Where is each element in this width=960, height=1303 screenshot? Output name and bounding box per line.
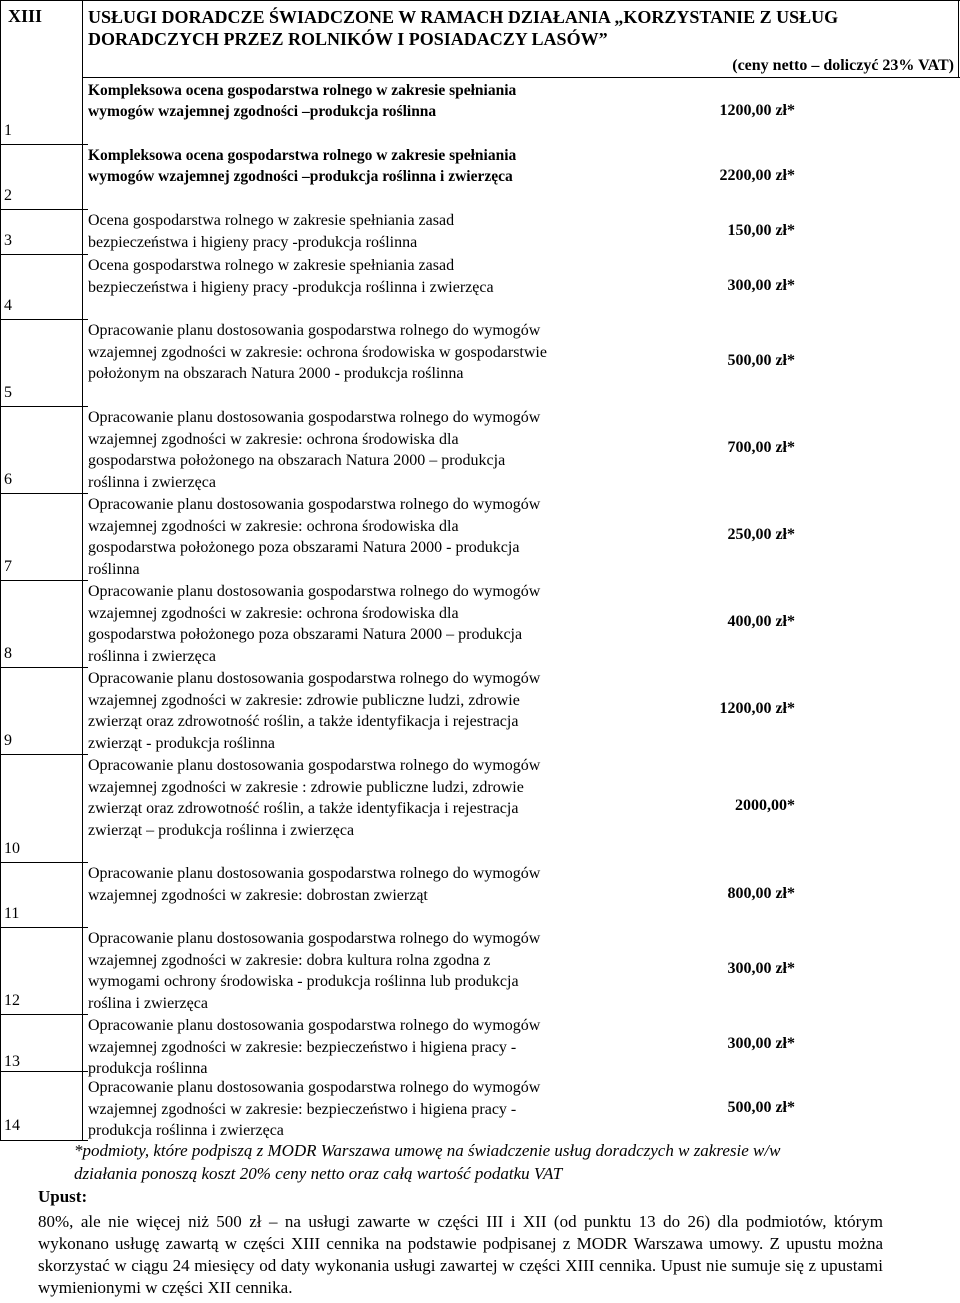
row-number: 7 (4, 558, 12, 575)
section-number: XIII (8, 6, 43, 26)
row-description: Ocena gospodarstwa rolnego w zakresie spełniania zasad bezpieczeństwa i higieny pracy -produkcja roślinna (88, 212, 455, 251)
row-number: 2 (4, 187, 12, 204)
table-row (0, 755, 960, 862)
table-row (0, 668, 960, 754)
table-row (0, 210, 960, 254)
row-number: 12 (4, 992, 20, 1009)
row-divider (0, 1071, 82, 1072)
row-description: Opracowanie planu dostosowania gospodarstwa rolnego do wymogów wzajemnej zgodności w zakresie: dobra kultura rolna zgodna z wymogami ochrony środowiska - produkcja roślinna lub produkcja roślina i zwierzęca (88, 930, 541, 1012)
row-description: Opracowanie planu dostosowania gospodarstwa rolnego do wymogów wzajemnej zgodności w zakresie: zdrowie publiczne ludzi, zdrowie zwierząt oraz zdrowotność roślin, a także identyfikacja i rejestracja zwierząt - produkcja roślinna (88, 670, 541, 752)
row-price: 2200,00 zł* (719, 167, 795, 184)
row-number: 14 (4, 1117, 20, 1134)
table-row (0, 80, 960, 144)
row-price: 250,00 zł* (727, 526, 795, 543)
row-price: 300,00 zł* (727, 277, 795, 294)
row-description: Opracowanie planu dostosowania gospodarstwa rolnego do wymogów wzajemnej zgodności w zakresie : zdrowie publiczne ludzi, zdrowie zwierząt oraz zdrowotność roślin, a także identyfikacja i rejestracja zwierząt – produkcja roślinna i zwierzęca (88, 757, 541, 839)
row-number: 9 (4, 732, 12, 749)
header-border-right (958, 0, 959, 78)
row-number: 5 (4, 384, 12, 401)
row-number: 3 (4, 232, 12, 249)
row-price: 700,00 zł* (727, 439, 795, 456)
row-price: 800,00 zł* (727, 885, 795, 902)
row-number: 10 (4, 840, 20, 857)
row-number: 6 (4, 471, 12, 488)
row-price: 2000,00* (735, 797, 795, 814)
row-price: 500,00 zł* (727, 1099, 795, 1116)
row-description: Opracowanie planu dostosowania gospodarstwa rolnego do wymogów wzajemnej zgodności w zakresie: ochrona środowiska dla gospodarstwa położonego poza obszarami Natura 2000 – produkcja roślinna i zwierzęca (88, 583, 541, 665)
row-divider (0, 1140, 82, 1141)
row-number: 1 (4, 122, 12, 139)
table-row (0, 581, 960, 667)
row-description: Kompleksowa ocena gospodarstwa rolnego w zakresie spełniania wymogów wzajemnej zgodności –produkcja roślinna i zwierzęca (88, 147, 517, 185)
row-number: 4 (4, 297, 12, 314)
row-price: 300,00 zł* (727, 960, 795, 977)
table-row (0, 407, 960, 493)
row-description: Opracowanie planu dostosowania gospodarstwa rolnego do wymogów wzajemnej zgodności w zakresie: bezpieczeństwo i higiena pracy - produkcja roślinna (88, 1017, 541, 1077)
footnote: *podmioty, które podpiszą z MODR Warszawa umowę na świadczenie usług doradczych w zakresie w/w działania ponoszą koszt 20% ceny netto oraz całą wartość podatku VAT (74, 1141, 781, 1183)
row-number: 13 (4, 1053, 20, 1070)
row-number: 11 (4, 905, 20, 922)
row-description: Opracowanie planu dostosowania gospodarstwa rolnego do wymogów wzajemnej zgodności w zakresie: ochrona środowiska w gospodarstwie położonym na obszarach Natura 2000 - produkcja roślinna (88, 322, 547, 382)
row-description: Kompleksowa ocena gospodarstwa rolnego w zakresie spełniania wymogów wzajemnej zgodności –produkcja roślinna (88, 82, 517, 120)
row-price: 150,00 zł* (727, 222, 795, 239)
table-row (0, 145, 960, 209)
row-description: Opracowanie planu dostosowania gospodarstwa rolnego do wymogów wzajemnej zgodności w zakresie: ochrona środowiska dla gospodarstwa położonego na obszarach Natura 2000 – produkcja roślinna i zwierzęca (88, 409, 541, 491)
table-row (0, 1077, 960, 1140)
discount-title: Upust: (38, 1187, 88, 1206)
row-price: 1200,00 zł* (719, 102, 795, 119)
row-price: 400,00 zł* (727, 613, 795, 630)
table-row (0, 320, 960, 406)
table-row (0, 494, 960, 580)
row-description: Opracowanie planu dostosowania gospodarstwa rolnego do wymogów wzajemnej zgodności w zakresie: bezpieczeństwo i higiena pracy - produkcja roślinna i zwierzęca (88, 1079, 541, 1139)
row-description: Ocena gospodarstwa rolnego w zakresie spełniania zasad bezpieczeństwa i higieny pracy -produkcja roślinna i zwierzęca (88, 257, 494, 296)
section-title: USŁUGI DORADCZE ŚWIADCZONE W RAMACH DZIAŁANIA „KORZYSTANIE Z USŁUG DORADCZYCH PRZEZ ROLNIKÓW I POSIADACZY LASÓW” (88, 7, 839, 49)
header-underline (82, 77, 960, 78)
table-border-top (0, 0, 960, 1)
table-row (0, 863, 960, 927)
row-number: 8 (4, 645, 12, 662)
price-note: (ceny netto – doliczyć 23% VAT) (732, 57, 954, 74)
row-description: Opracowanie planu dostosowania gospodarstwa rolnego do wymogów wzajemnej zgodności w zakresie: dobrostan zwierząt (88, 865, 541, 904)
row-price: 300,00 zł* (727, 1035, 795, 1052)
row-price: 500,00 zł* (727, 352, 795, 369)
table-row (0, 1015, 960, 1077)
table-row (0, 255, 960, 319)
table-row (0, 928, 960, 1014)
row-description: Opracowanie planu dostosowania gospodarstwa rolnego do wymogów wzajemnej zgodności w zakresie: ochrona środowiska dla gospodarstwa położonego poza obszarami Natura 2000 - produkcja roślinna (88, 496, 541, 578)
row-price: 1200,00 zł* (719, 700, 795, 717)
discount-text: 80%, ale nie więcej niż 500 zł – na usługi zawarte w części III i XII (od punktu 13 do 26) dla podmiotów, którym wykonano usługę zawartą w części XIII cennika na podstawie podpisanej z MODR Warszawa umowy. Z upustu można skorzystać w ciągu 24 miesięcy od daty wykonania usługi zawartej w części XIII cennika. Upust nie sumuje się z upustami wymienionymi w części XII cennika. (38, 1212, 883, 1297)
